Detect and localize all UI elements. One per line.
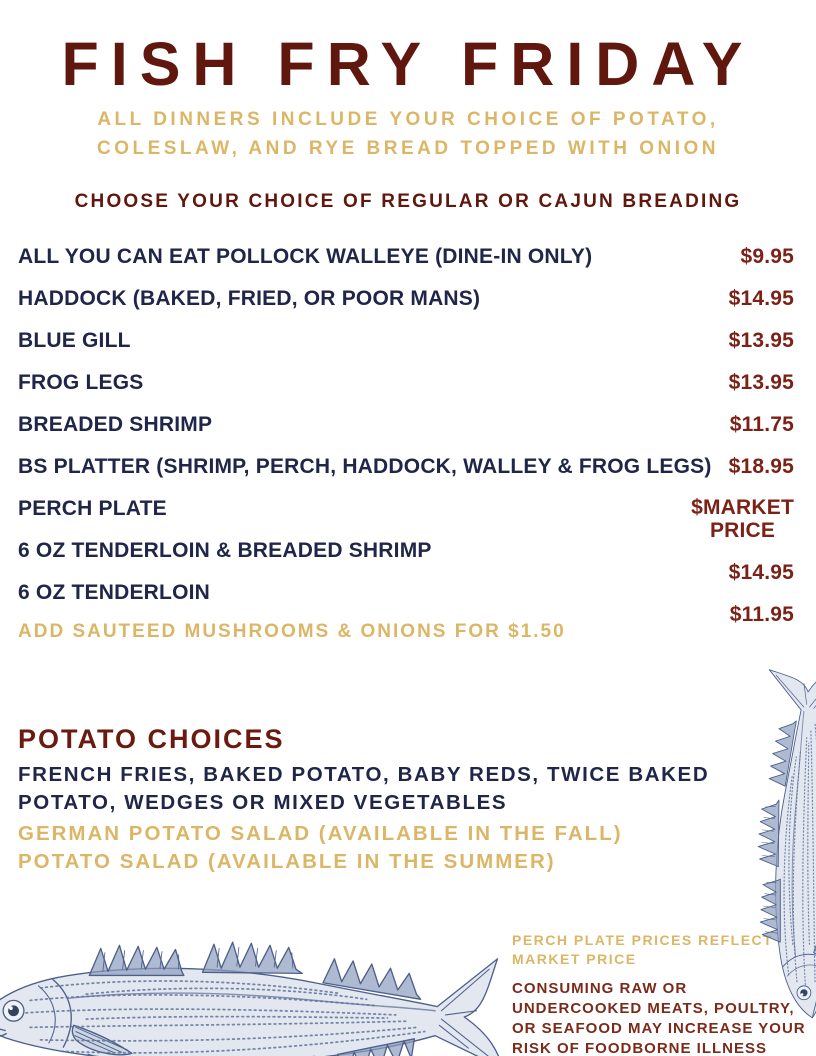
menu-item-row (18, 412, 794, 454)
potato-options-line: POTATO, WEDGES OR MIXED VEGETABLES (18, 790, 508, 814)
market-note-line: MARKET PRICE (512, 951, 637, 967)
potato-seasonal-summer: POTATO SALAD (AVAILABLE IN THE SUMMER) (18, 849, 556, 873)
menu-item-name: FROG LEGS (18, 371, 144, 394)
menu-item-row (18, 496, 794, 542)
menu-item-price: $11.95 (729, 603, 794, 626)
menu-item-name: HADDOCK (BAKED, FRIED, OR POOR MANS) (18, 287, 481, 310)
market-price-line: $MARKET (691, 496, 794, 519)
subtitle-line: ALL DINNERS INCLUDE YOUR CHOICE OF POTATO, (97, 109, 719, 130)
health-warning-line: UNDERCOOKED MEATS, POULTRY, (512, 1000, 795, 1017)
menu-item-price (691, 496, 794, 542)
menu-item-name: PERCH PLATE (18, 497, 167, 520)
menu-item-name: 6 OZ TENDERLOIN & BREADED SHRIMP (18, 539, 432, 562)
menu-item-name: ALL YOU CAN EAT POLLOCK WALLEYE (DINE-IN ONLY) (18, 245, 593, 268)
health-warning-line: RISK OF FOODBORNE ILLNESS (512, 1040, 768, 1056)
menu-item-name: 6 OZ TENDERLOIN (18, 581, 211, 604)
subtitle-line: COLESLAW, AND RYE BREAD TOPPED WITH ONION (96, 138, 720, 159)
menu-item-price: $13.95 (728, 371, 794, 394)
fish-illustration-bottom (0, 936, 512, 1056)
menu-item-row (18, 286, 794, 328)
subtitle (0, 105, 816, 163)
menu-item-price: $9.95 (740, 245, 794, 268)
menu-item-name: BLUE GILL (18, 329, 131, 352)
market-price-line: PRICE (709, 519, 776, 542)
health-warning-line: OR SEAFOOD MAY INCREASE YOUR (512, 1020, 806, 1037)
potato-seasonal-options (18, 820, 709, 875)
potato-options-line: FRENCH FRIES, BAKED POTATO, BABY REDS, TWICE BAKED (18, 763, 710, 786)
menu-item-row (18, 244, 794, 286)
menu-item-name: BS PLATTER (SHRIMP, PERCH, HADDOCK, WALLEY & FROG LEGS) (18, 455, 712, 478)
potato-section (18, 724, 709, 875)
menu-list (18, 244, 794, 626)
menu-item-row (18, 580, 794, 626)
menu-item-name: BREADED SHRIMP (18, 413, 213, 436)
page-title: FISH FRY FRIDAY (61, 30, 755, 98)
market-note-line: PERCH PLATE PRICES REFLECT (512, 932, 774, 948)
menu-item-price: $14.95 (728, 561, 794, 584)
breading-note: CHOOSE YOUR CHOICE OF REGULAR OR CAJUN BREADING (74, 191, 742, 212)
menu-item-price: $14.95 (728, 287, 794, 310)
menu-item-price: $18.95 (728, 455, 794, 478)
addon-note: ADD SAUTEED MUSHROOMS & ONIONS FOR $1.50 (18, 621, 566, 642)
potato-seasonal-fall: GERMAN POTATO SALAD (AVAILABLE IN THE FALL) (18, 822, 623, 845)
menu-item-row (18, 454, 794, 496)
potato-options (18, 761, 709, 816)
menu-item-row (18, 370, 794, 412)
menu-item-row (18, 328, 794, 370)
menu-item-price: $11.75 (729, 413, 794, 436)
menu-item-row (18, 538, 794, 584)
potato-heading: POTATO CHOICES (18, 724, 285, 754)
fish-illustration-right (754, 660, 816, 1021)
menu-item-price: $13.95 (728, 329, 794, 352)
health-warning-line: CONSUMING RAW OR (512, 980, 688, 997)
